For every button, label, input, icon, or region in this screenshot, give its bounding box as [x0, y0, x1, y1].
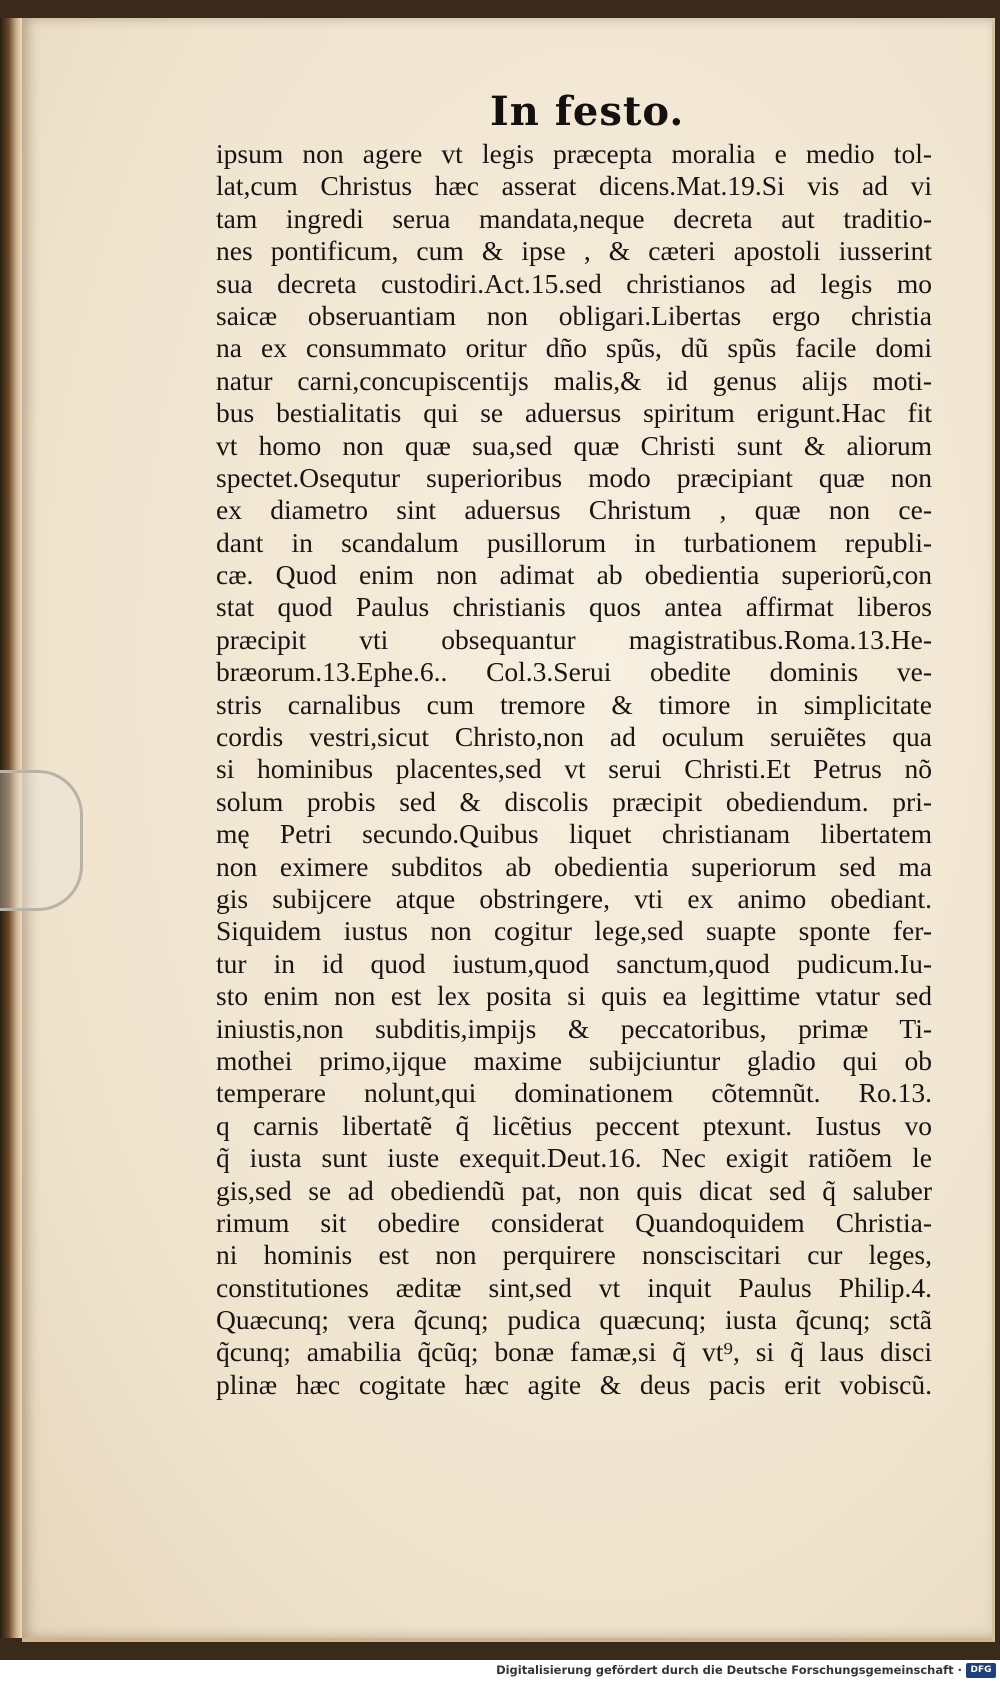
footer-bar	[0, 1660, 1000, 1683]
text-line: vt homo non quæ sua,sed quæ Christi sunt & aliorum	[216, 429, 932, 461]
text-line: ex diametro sint aduersus Christum , quæ non ce-	[216, 494, 932, 526]
text-line: saicæ obseruantiam non obligari.Libertas ergo christia	[216, 299, 932, 331]
funding-credit: Digitalisierung gefördert durch die Deutsche Forschungsgemeinschaft ·	[496, 1663, 962, 1677]
text-line: si hominibus placentes,sed vt serui Christi.Et Petrus nõ	[216, 753, 932, 785]
text-line: tam ingredi serua mandata,neque decreta aut traditio-	[216, 202, 932, 234]
text-line: natur carni,concupiscentijs malis,& id genus alijs moti-	[216, 364, 932, 396]
text-line: ni hominis est non perquirere nonsciscitari cur leges,	[216, 1239, 932, 1271]
text-line: rimum sit obedire considerat Quandoquidem Christia-	[216, 1206, 932, 1238]
text-line: temperare nolunt,qui dominationem cõtemnũt. Ro.13.	[216, 1077, 932, 1109]
text-line: bræorum.13.Ephe.6.. Col.3.Serui obedite dominis ve-	[216, 656, 932, 688]
text-line: gis subijcere atque obstringere, vti ex animo obediant.	[216, 882, 932, 914]
text-line: præcipit vti obsequantur magistratibus.Roma.13.He-	[216, 623, 932, 655]
text-line: mę Petri secundo.Quibus liquet christianam libertatem	[216, 818, 932, 850]
text-line: dant in scandalum pusillorum in turbationem republi-	[216, 526, 932, 558]
text-line: sua decreta custodiri.Act.15.sed christianos ad legis mo	[216, 267, 932, 299]
text-line: sto enim non est lex posita si quis ea legittime vtatur sed	[216, 980, 932, 1012]
text-line: bus bestialitatis qui se aduersus spiritum erigunt.Hac fit	[216, 397, 932, 429]
text-line: nes pontificum, cum & ipse , & cæteri apostoli iusserint	[216, 235, 932, 267]
text-line: solum probis sed & discolis præcipit obediendum. pri-	[216, 785, 932, 817]
text-line: q carnis libertatẽ q̃ licẽtius peccent ptexunt. Iustus vo	[216, 1109, 932, 1141]
text-line: Siquidem iustus non cogitur lege,sed suapte sponte fer-	[216, 915, 932, 947]
text-line: Quæcunq; vera q̃cunq; pudica quæcunq; iusta q̃cunq; sctã	[216, 1304, 932, 1336]
text-line: stris carnalibus cum tremore & timore in simplicitate	[216, 688, 932, 720]
text-line: non eximere subditos ab obedientia superiorum sed ma	[216, 850, 932, 882]
text-line: lat,cum Christus hæc asserat dicens.Mat.19.Si vis ad vi	[216, 170, 932, 202]
text-line: q̃ iusta sunt iuste exequit.Deut.16. Nec exigit ratiõem le	[216, 1142, 932, 1174]
text-line: tur in id quod iustum,quod sanctum,quod pudicum.Iu-	[216, 947, 932, 979]
text-line: cordis vestri,sicut Christo,non ad oculum seruiẽtes qua	[216, 721, 932, 753]
text-line: cæ. Quod enim non adimat ab obedientia superiorũ,con	[216, 559, 932, 591]
text-line: stat quod Paulus christianis quos antea affirmat liberos	[216, 591, 932, 623]
text-line: gis,sed se ad obediendũ pat, non quis dicat sed q̃ saluber	[216, 1174, 932, 1206]
text-line: mothei primo,ijque maxime subijciuntur gladio qui ob	[216, 1044, 932, 1076]
text-line: ipsum non agere vt legis præcepta moralia e medio tol-	[216, 138, 932, 169]
text-line: plinæ hæc cogitate hæc agite & deus pacis erit vobiscũ.	[216, 1368, 932, 1400]
text-line: q̃cunq; amabilia q̃cũq; bonæ famæ,si q̃ vt⁹, si q̃ laus disci	[216, 1336, 932, 1368]
dfg-logo: DFG	[966, 1663, 996, 1678]
text-line: na ex consummato oritur dño spũs, dũ spũs facile domi	[216, 332, 932, 364]
running-head: In festo.	[490, 88, 685, 135]
text-line: iniustis,non subditis,impijs & peccatoribus, primæ Ti-	[216, 1012, 932, 1044]
text-line: spectet.Osequtur superioribus modo præcipiant quæ non	[216, 461, 932, 493]
page-clip-holder	[0, 770, 83, 911]
body-text	[216, 138, 932, 1401]
text-line: constitutiones æditæ sint,sed vt inquit Paulus Philip.4.	[216, 1271, 932, 1303]
